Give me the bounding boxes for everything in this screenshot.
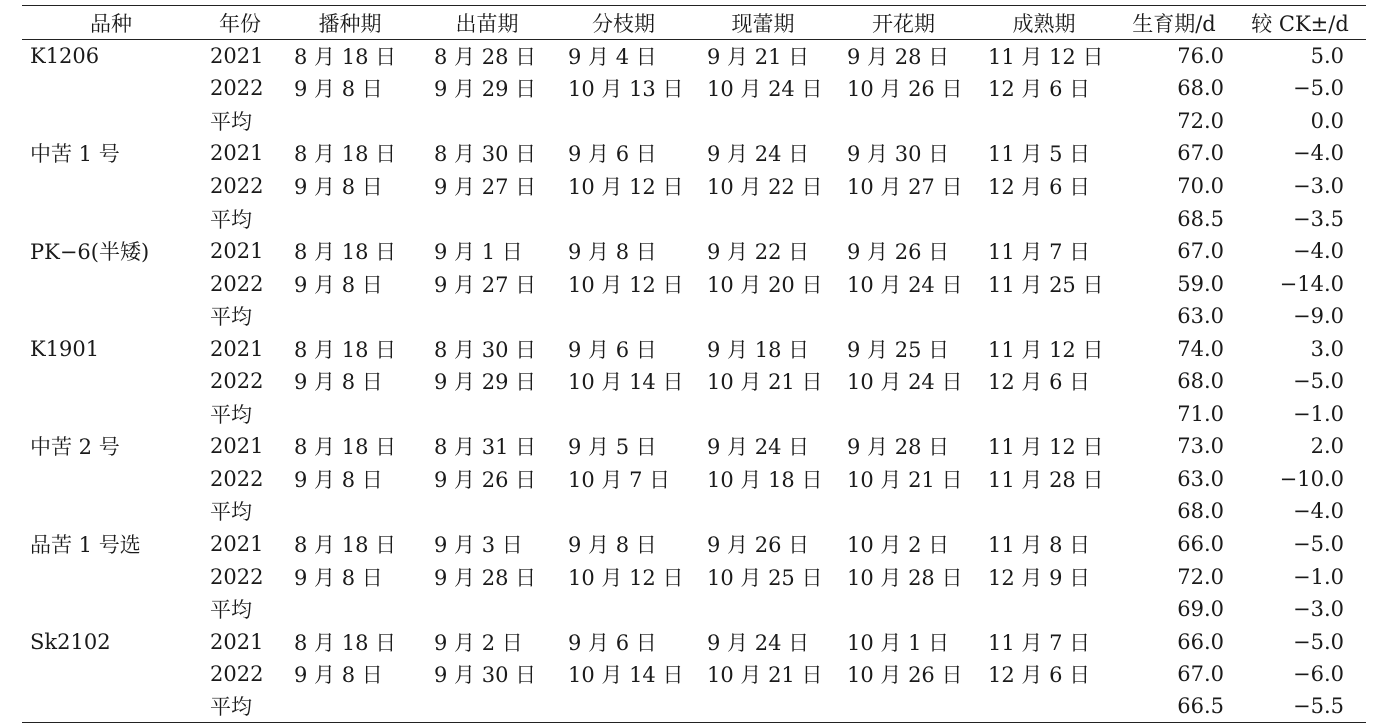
table-row [22, 495, 1366, 528]
cell-vs-ck: −4.0 [1293, 239, 1344, 264]
cell-budding [693, 593, 833, 626]
table-row [22, 560, 1366, 593]
cell-flowering: 9 月 28 日 [847, 45, 950, 70]
cell-flowering [833, 495, 974, 528]
cell-vs-ck: −4.0 [1293, 499, 1344, 524]
header-flowering: 开花期 [833, 6, 974, 40]
cell-maturity: 11 月 28 日 [988, 467, 1104, 492]
cell-budding: 10 月 25 日 [707, 565, 823, 590]
cell-emergence: 9 月 3 日 [434, 532, 523, 557]
cell-emergence: 9 月 26 日 [434, 467, 537, 492]
cell-flowering: 9 月 30 日 [847, 142, 950, 167]
cell-sowing [280, 202, 420, 235]
table-row [22, 72, 1366, 105]
cell-growth-period: 76.0 [1177, 44, 1224, 69]
table-row [22, 137, 1366, 170]
table-row [22, 463, 1366, 496]
table-row [22, 365, 1366, 398]
cell-branching [554, 495, 693, 528]
cell-year: 2021 [210, 141, 264, 166]
table-row [22, 267, 1366, 300]
table-row [22, 625, 1366, 658]
cell-growth-period: 73.0 [1177, 434, 1224, 459]
cell-year: 2021 [210, 629, 264, 654]
cell-growth-period: 67.0 [1177, 239, 1224, 264]
cell-budding [693, 398, 833, 431]
cell-sowing [280, 105, 420, 138]
cell-sowing: 9 月 8 日 [294, 467, 383, 492]
header-variety: 品种 [22, 6, 200, 40]
cell-year: 2022 [210, 271, 264, 296]
cell-variety [22, 105, 200, 138]
cell-year: 2022 [210, 173, 264, 198]
cell-budding [693, 495, 833, 528]
cell-emergence [420, 105, 554, 138]
cell-sowing [280, 300, 420, 333]
cell-budding: 9 月 24 日 [707, 630, 810, 655]
cell-variety [22, 365, 200, 398]
cell-maturity [974, 398, 1114, 431]
cell-vs-ck: −3.0 [1293, 173, 1344, 198]
cell-flowering [833, 300, 974, 333]
cell-sowing: 8 月 18 日 [294, 337, 397, 362]
cell-flowering: 9 月 25 日 [847, 337, 950, 362]
cell-branching: 10 月 7 日 [568, 467, 671, 492]
cell-year: 2022 [210, 76, 264, 101]
cell-flowering: 10 月 26 日 [847, 77, 963, 102]
cell-year: 平均 [210, 402, 252, 427]
cell-flowering: 9 月 28 日 [847, 435, 950, 460]
table-row [22, 593, 1366, 626]
cell-branching: 9 月 6 日 [568, 337, 657, 362]
cell-emergence: 8 月 30 日 [434, 142, 537, 167]
header-branching: 分枝期 [554, 6, 693, 40]
cell-vs-ck: 3.0 [1310, 336, 1344, 361]
cell-sowing [280, 495, 420, 528]
cell-branching [554, 202, 693, 235]
cell-vs-ck: 0.0 [1310, 108, 1344, 133]
cell-budding [693, 105, 833, 138]
table-row [22, 105, 1366, 138]
cell-growth-period: 68.5 [1177, 206, 1224, 231]
table-row [22, 690, 1366, 723]
cell-budding: 9 月 21 日 [707, 45, 810, 70]
cell-year: 2022 [210, 369, 264, 394]
cell-growth-period: 74.0 [1177, 336, 1224, 361]
cell-variety [22, 593, 200, 626]
cell-flowering [833, 690, 974, 723]
cell-maturity [974, 202, 1114, 235]
cell-vs-ck: −10.0 [1279, 466, 1344, 491]
cell-vs-ck: −6.0 [1293, 662, 1344, 687]
cell-budding [693, 300, 833, 333]
cell-variety [22, 690, 200, 723]
table-row [22, 528, 1366, 561]
table-row [22, 430, 1366, 463]
table-row [22, 40, 1366, 73]
cell-sowing: 8 月 18 日 [294, 532, 397, 557]
cell-variety [22, 300, 200, 333]
cell-emergence [420, 495, 554, 528]
cell-variety: K1206 [30, 44, 100, 69]
cell-growth-period: 72.0 [1177, 564, 1224, 589]
cell-flowering: 10 月 21 日 [847, 467, 963, 492]
cell-sowing [280, 593, 420, 626]
cell-variety: 中苦 1 号 [30, 142, 120, 167]
cell-sowing: 8 月 18 日 [294, 435, 397, 460]
cell-year: 平均 [210, 500, 252, 525]
cell-variety: Sk2102 [30, 629, 111, 654]
cell-sowing: 9 月 8 日 [294, 663, 383, 688]
cell-emergence: 9 月 27 日 [434, 174, 537, 199]
cell-year: 平均 [210, 207, 252, 232]
table-row [22, 300, 1366, 333]
cell-variety [22, 72, 200, 105]
cell-growth-period: 63.0 [1177, 466, 1224, 491]
cell-maturity: 11 月 12 日 [988, 337, 1104, 362]
cell-maturity [974, 300, 1114, 333]
cell-flowering: 10 月 1 日 [847, 630, 950, 655]
cell-flowering: 10 月 27 日 [847, 174, 963, 199]
header-vs-ck: 较 CK±/d [1234, 6, 1366, 40]
cell-vs-ck: −5.0 [1293, 531, 1344, 556]
cell-growth-period: 59.0 [1177, 271, 1224, 296]
cell-variety: 品苦 1 号选 [30, 532, 141, 557]
cell-variety [22, 202, 200, 235]
cell-flowering: 10 月 2 日 [847, 532, 950, 557]
cell-maturity: 12 月 6 日 [988, 174, 1091, 199]
cell-branching [554, 398, 693, 431]
cell-budding: 10 月 22 日 [707, 174, 823, 199]
header-emergence: 出苗期 [420, 6, 554, 40]
cell-budding: 10 月 18 日 [707, 467, 823, 492]
cell-vs-ck: 2.0 [1310, 434, 1344, 459]
cell-emergence [420, 690, 554, 723]
table-row [22, 235, 1366, 268]
cell-year: 平均 [210, 305, 252, 330]
cell-branching: 9 月 8 日 [568, 240, 657, 265]
cell-vs-ck: −4.0 [1293, 141, 1344, 166]
cell-maturity: 11 月 25 日 [988, 272, 1104, 297]
cell-branching [554, 300, 693, 333]
header-maturity: 成熟期 [974, 6, 1114, 40]
cell-branching: 10 月 12 日 [568, 272, 684, 297]
cell-maturity: 12 月 6 日 [988, 370, 1091, 395]
cell-emergence: 9 月 29 日 [434, 77, 537, 102]
header-growth-period: 生育期/d [1114, 6, 1234, 40]
cell-maturity [974, 495, 1114, 528]
table-row [22, 170, 1366, 203]
cell-year: 平均 [210, 598, 252, 623]
cell-branching: 9 月 5 日 [568, 435, 657, 460]
cell-growth-period: 70.0 [1177, 173, 1224, 198]
cell-branching [554, 593, 693, 626]
cell-flowering [833, 593, 974, 626]
cell-growth-period: 66.0 [1177, 531, 1224, 556]
header-row [22, 6, 1366, 40]
cell-variety [22, 170, 200, 203]
cell-vs-ck: −5.0 [1293, 369, 1344, 394]
cell-year: 2022 [210, 466, 264, 491]
cell-budding: 10 月 21 日 [707, 663, 823, 688]
header-sowing: 播种期 [280, 6, 420, 40]
cell-sowing: 8 月 18 日 [294, 45, 397, 70]
cell-year: 平均 [200, 690, 280, 723]
growth-period-table [22, 5, 1366, 723]
cell-budding: 10 月 21 日 [707, 370, 823, 395]
cell-budding: 9 月 26 日 [707, 532, 810, 557]
cell-maturity: 12 月 9 日 [988, 565, 1091, 590]
cell-year: 2021 [210, 44, 264, 69]
cell-branching [554, 690, 693, 723]
cell-branching: 10 月 12 日 [568, 174, 684, 199]
header-budding: 现蕾期 [693, 6, 833, 40]
cell-flowering: 10 月 28 日 [847, 565, 963, 590]
cell-emergence [420, 593, 554, 626]
table-row [22, 398, 1366, 431]
cell-growth-period: 68.0 [1177, 369, 1224, 394]
cell-emergence: 8 月 30 日 [434, 337, 537, 362]
cell-sowing: 8 月 18 日 [294, 240, 397, 265]
cell-sowing: 9 月 8 日 [294, 77, 383, 102]
cell-maturity [974, 593, 1114, 626]
cell-year: 2021 [210, 531, 264, 556]
cell-branching: 10 月 13 日 [568, 77, 684, 102]
cell-maturity: 11 月 7 日 [988, 240, 1091, 265]
cell-emergence: 9 月 30 日 [434, 663, 537, 688]
cell-branching [554, 105, 693, 138]
cell-vs-ck: −1.0 [1293, 401, 1344, 426]
cell-year: 2021 [210, 336, 264, 361]
cell-vs-ck: −5.0 [1293, 629, 1344, 654]
cell-variety: PK−6(半矮) [30, 240, 150, 265]
cell-flowering: 10 月 24 日 [847, 272, 963, 297]
cell-year: 2021 [210, 239, 264, 264]
cell-growth-period: 63.0 [1177, 304, 1224, 329]
cell-branching: 10 月 14 日 [568, 370, 684, 395]
cell-maturity [974, 105, 1114, 138]
cell-emergence: 9 月 27 日 [434, 272, 537, 297]
cell-sowing [280, 690, 420, 723]
cell-growth-period: 66.5 [1114, 690, 1234, 723]
cell-year: 2021 [210, 434, 264, 459]
cell-budding: 9 月 24 日 [707, 142, 810, 167]
cell-growth-period: 71.0 [1177, 401, 1224, 426]
cell-vs-ck: −3.5 [1293, 206, 1344, 231]
cell-budding [693, 690, 833, 723]
cell-vs-ck: −9.0 [1293, 304, 1344, 329]
cell-emergence: 9 月 29 日 [434, 370, 537, 395]
cell-sowing: 9 月 8 日 [294, 565, 383, 590]
cell-growth-period: 68.0 [1177, 499, 1224, 524]
cell-maturity: 11 月 7 日 [988, 630, 1091, 655]
cell-maturity: 11 月 5 日 [988, 142, 1091, 167]
cell-variety [22, 560, 200, 593]
cell-maturity: 11 月 12 日 [988, 45, 1104, 70]
table-row [22, 658, 1366, 691]
cell-flowering: 9 月 26 日 [847, 240, 950, 265]
cell-maturity: 12 月 6 日 [988, 77, 1091, 102]
cell-year: 2022 [210, 662, 264, 687]
cell-growth-period: 67.0 [1177, 662, 1224, 687]
cell-variety: K1901 [30, 336, 100, 361]
cell-vs-ck: −1.0 [1293, 564, 1344, 589]
cell-variety [22, 495, 200, 528]
cell-year: 2022 [210, 564, 264, 589]
cell-branching: 9 月 6 日 [568, 630, 657, 655]
cell-maturity [974, 690, 1114, 723]
cell-sowing: 9 月 8 日 [294, 370, 383, 395]
cell-emergence: 8 月 31 日 [434, 435, 537, 460]
cell-emergence: 9 月 1 日 [434, 240, 523, 265]
cell-vs-ck: −14.0 [1279, 271, 1344, 296]
cell-branching: 9 月 6 日 [568, 142, 657, 167]
cell-variety [22, 463, 200, 496]
cell-growth-period: 68.0 [1177, 76, 1224, 101]
cell-sowing: 8 月 18 日 [294, 630, 397, 655]
cell-emergence: 8 月 28 日 [434, 45, 537, 70]
cell-emergence: 9 月 2 日 [434, 630, 523, 655]
cell-variety [22, 267, 200, 300]
cell-budding: 10 月 24 日 [707, 77, 823, 102]
cell-emergence [420, 398, 554, 431]
cell-vs-ck: −5.5 [1234, 690, 1366, 723]
cell-branching: 10 月 14 日 [568, 663, 684, 688]
cell-flowering [833, 398, 974, 431]
cell-vs-ck: 5.0 [1310, 44, 1344, 69]
cell-variety [22, 658, 200, 691]
cell-flowering: 10 月 24 日 [847, 370, 963, 395]
cell-sowing: 9 月 8 日 [294, 272, 383, 297]
cell-budding [693, 202, 833, 235]
cell-growth-period: 69.0 [1177, 597, 1224, 622]
cell-growth-period: 67.0 [1177, 141, 1224, 166]
cell-growth-period: 72.0 [1177, 108, 1224, 133]
cell-budding: 9 月 24 日 [707, 435, 810, 460]
cell-budding: 9 月 22 日 [707, 240, 810, 265]
cell-flowering [833, 202, 974, 235]
cell-vs-ck: −5.0 [1293, 76, 1344, 101]
cell-maturity: 11 月 8 日 [988, 532, 1091, 557]
cell-growth-period: 66.0 [1177, 629, 1224, 654]
table-row [22, 202, 1366, 235]
cell-emergence [420, 300, 554, 333]
cell-branching: 9 月 4 日 [568, 45, 657, 70]
cell-sowing [280, 398, 420, 431]
cell-emergence: 9 月 28 日 [434, 565, 537, 590]
cell-vs-ck: −3.0 [1293, 597, 1344, 622]
cell-branching: 9 月 8 日 [568, 532, 657, 557]
cell-year: 平均 [210, 109, 252, 134]
cell-budding: 10 月 20 日 [707, 272, 823, 297]
cell-maturity: 12 月 6 日 [988, 663, 1091, 688]
header-year: 年份 [200, 6, 280, 40]
cell-variety [22, 398, 200, 431]
cell-flowering [833, 105, 974, 138]
cell-budding: 9 月 18 日 [707, 337, 810, 362]
cell-emergence [420, 202, 554, 235]
table-row [22, 332, 1366, 365]
cell-variety: 中苦 2 号 [30, 435, 120, 460]
cell-sowing: 9 月 8 日 [294, 174, 383, 199]
cell-flowering: 10 月 26 日 [847, 663, 963, 688]
cell-branching: 10 月 12 日 [568, 565, 684, 590]
cell-maturity: 11 月 12 日 [988, 435, 1104, 460]
cell-sowing: 8 月 18 日 [294, 142, 397, 167]
